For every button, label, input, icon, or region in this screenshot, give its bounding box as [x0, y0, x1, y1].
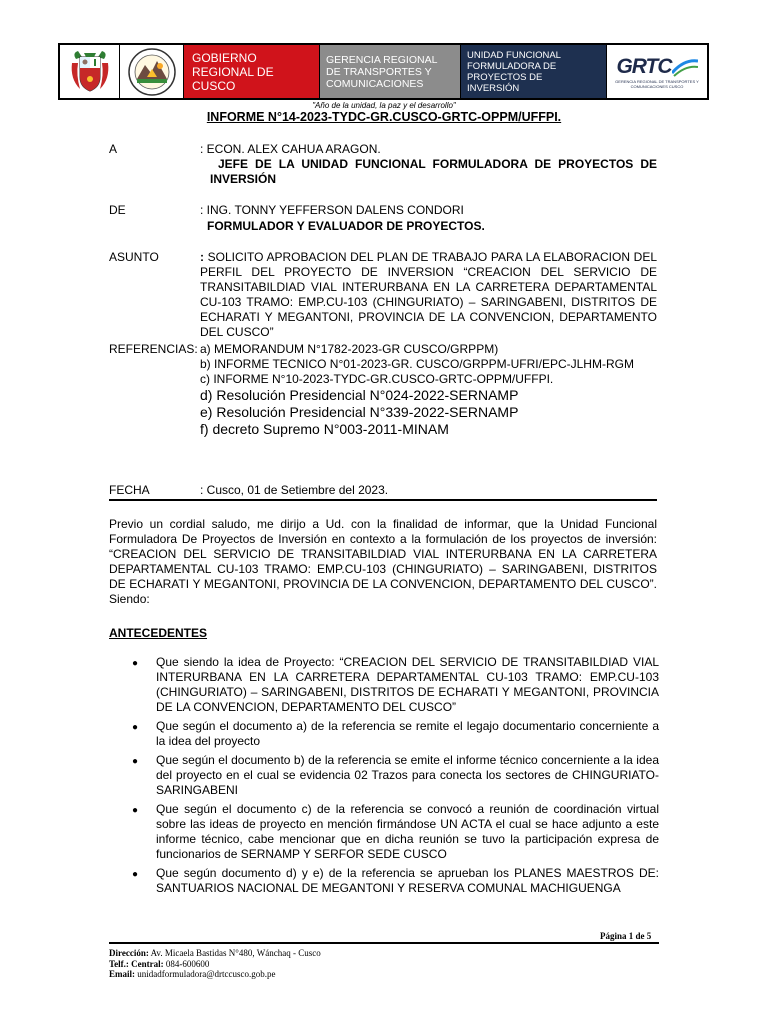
coat-of-arms-icon — [70, 49, 110, 95]
unidad-label — [461, 45, 607, 98]
bullet-icon: ● — [132, 869, 139, 880]
asunto-label: ASUNTO — [109, 250, 159, 264]
page-number: Página 1 de 5 — [600, 931, 652, 941]
footer-address — [109, 948, 321, 959]
antecedentes-heading: ANTECEDENTES — [109, 626, 208, 640]
report-title: INFORME N°14-2023-TYDC-GR.CUSCO-GRTC-OPPM/UFFPI. — [206, 110, 562, 124]
footer-phone-value: 084-600600 — [163, 958, 210, 969]
a-position: JEFE DE LA UNIDAD FUNCIONAL FORMULADORA DE PROYECTOS DE INVERSIÓN — [210, 157, 657, 186]
gobierno-regional-text: GOBIERNO REGIONAL DE CUSCO — [192, 50, 274, 93]
referencia-item: b) INFORME TECNICO N°01-2023-GR. CUSCO/GRPPM-UFRI/EPC-JLHM-RGM — [200, 357, 634, 371]
grtc-logo-subtext: GERENCIA REGIONAL DE TRANSPORTES Y COMUNICACIONES CUSCO — [615, 78, 699, 89]
asunto-body: SOLICITO APROBACION DEL PLAN DE TRABAJO PARA LA ELABORACION DEL PERFIL DEL PROYECTO DE INVERSION “CREACION DEL SERVICIO DE TRANSITABILDIAD VIAL INTERURBANA EN LA CARRETERA DEPARTAMENTAL CU-103 TRAMO: EMP.CU-103 (CHINGURIATO) – SARINGABENI, DISTRITOS DE ECHARATI Y MEGANTONI, PROVINCIA DE LA CONVENCION, DEPARTAMENTO DEL CUSCO” — [200, 250, 657, 339]
divider — [109, 499, 657, 501]
gobierno-regional-seal — [120, 45, 184, 98]
footer-phone-label: Telf.: Central: — [109, 958, 164, 969]
footer-address-label: Dirección: — [109, 948, 149, 958]
gobierno-regional-label — [184, 45, 320, 98]
list-item — [109, 802, 659, 862]
unidad-text: UNIDAD FUNCIONAL FORMULADORA DE PROYECTOS DE INVERSIÓN — [467, 49, 561, 94]
bullet-icon: ● — [132, 658, 139, 669]
footer-email-value: unidadformuladora@drtccusco.gob.pe — [135, 969, 276, 979]
list-item — [109, 655, 659, 715]
a-name: : ECON. ALEX CAHUA ARAGON. — [200, 142, 381, 156]
de-name: : ING. TONNY YEFFERSON DALENS CONDORI — [200, 203, 464, 217]
fecha-value: : Cusco, 01 de Setiembre del 2023. — [200, 483, 389, 497]
footer-address-value: Av. Micaela Bastidas N°480, Wánchaq - Cusco — [148, 948, 321, 958]
de-position: FORMULADOR Y EVALUADOR DE PROYECTOS. — [207, 219, 485, 233]
footer-phone — [109, 959, 321, 970]
bullet-icon: ● — [132, 722, 139, 733]
grtc-logo-text: GRTC — [616, 54, 672, 78]
footer-email — [109, 969, 321, 980]
grtc-logo — [607, 45, 707, 98]
de-label: DE — [109, 203, 126, 217]
letterhead — [58, 43, 709, 100]
list-item-text: Que según documento d) y e) de la referencia se aprueban los PLANES MAESTROS DE: SANTUARIOS NACIONAL DE MEGANTONI Y RESERVA COMUNAL MACHIGUENGA — [156, 866, 659, 895]
bullet-icon: ● — [132, 756, 139, 767]
list-item — [109, 753, 659, 798]
referencia-item: a) MEMORANDUM N°1782-2023-GR CUSCO/GRPPM) — [200, 342, 499, 356]
footer-contact — [109, 948, 321, 980]
referencia-item: f) decreto Supremo N°003-2011-MINAM — [200, 421, 449, 437]
regional-seal-icon — [127, 47, 177, 97]
asunto-text: : SOLICITO APROBACION DEL PLAN DE TRABAJO PARA LA ELABORACION DEL PERFIL DEL PROYECTO DE INVERSION “CREACION DEL SERVICIO DE TRANSITABILDIAD VIAL INTERURBANA EN LA CARRETERA DEPARTAMENTAL CU-103 TRAMO: EMP.CU-103 (CHINGURIATO) – SARINGABENI, DISTRITOS DE ECHARATI Y MEGANTONI, PROVINCIA DE LA CONVENCION, DEPARTAMENTO DEL CUSCO” — [200, 250, 657, 339]
referencia-item: c) INFORME N°10-2023-TYDC-GR.CUSCO-GRTC-OPPM/UFFPI. — [200, 372, 554, 386]
footer-divider — [109, 942, 659, 944]
antecedentes-list — [109, 655, 659, 900]
referencia-item: e) Resolución Presidencial N°339-2022-SERNAMP — [200, 404, 519, 420]
list-item-text: Que según el documento c) de la referencia se convocó a reunión de coordinación virtual sobre las ideas de proyecto en mención firmándose UN ACTA el cual se hace adjunto a este informe técnico, cabe mencionar que en dicha reunión se tuvo la participación expresa de funcionarios de SERNAMP Y SERFOR SEDE CUSCO — [156, 802, 659, 861]
bullet-icon: ● — [132, 805, 139, 816]
list-item-text: Que según el documento a) de la referencia se remite el legajo documentario concerniente a la idea del proyecto — [156, 719, 659, 748]
gerencia-label — [320, 45, 461, 98]
fecha-label: FECHA — [109, 483, 150, 497]
intro-paragraph: Previo un cordial saludo, me dirijo a Ud. con la finalidad de informar, que la Unidad Funcional Formuladora De Proyectos de Inversión en contexto a la formulación de los proyectos de inversión: “CREACION DEL SERVICIO DE TRANSITABILDIAD VIAL INTERURBANA EN LA CARRETERA DEPARTAMENTAL CU-103 TRAMO: EMP.CU-103 (CHINGURIATO) – SARINGABENI, DISTRITOS DE ECHARATI Y MEGANTONI, PROVINCIA DE LA CONVENCION, DEPARTAMENTO DEL CUSCO”. Siendo: — [109, 517, 657, 606]
gerencia-text: GERENCIA REGIONAL DE TRANSPORTES Y COMUNICACIONES — [326, 53, 438, 90]
list-item — [109, 866, 659, 896]
referencias-label: REFERENCIAS: — [109, 342, 198, 356]
list-item-text: Que según el documento b) de la referencia se emite el informe técnico concerniente a la idea del proyecto en el cual se evidencia 02 Trazos para conecta los sectores de CHINGURIATO-SARINGABENI — [156, 753, 659, 797]
year-motto: "Año de la unidad, la paz y el desarrollo" — [312, 101, 456, 110]
list-item — [109, 719, 659, 749]
road-swoosh-icon — [672, 57, 698, 77]
peru-shield-logo — [60, 45, 120, 98]
a-label: A — [109, 142, 118, 156]
footer-email-label: Email: — [109, 969, 135, 979]
referencia-item: d) Resolución Presidencial N°024-2022-SERNAMP — [200, 387, 519, 403]
list-item-text: Que siendo la idea de Proyecto: “CREACION DEL SERVICIO DE TRANSITABILDIAD VIAL INTERURBANA EN LA CARRETERA DEPARTAMENTAL CU-103 TRAMO: EMP.CU-103 (CHINGURIATO) – SARINGABENI, DISTRITOS DE ECHARATI Y MEGANTONI, PROVINCIA DE LA CONVENCION, DEPARTAMENTO DEL CUSCO” — [156, 655, 659, 714]
